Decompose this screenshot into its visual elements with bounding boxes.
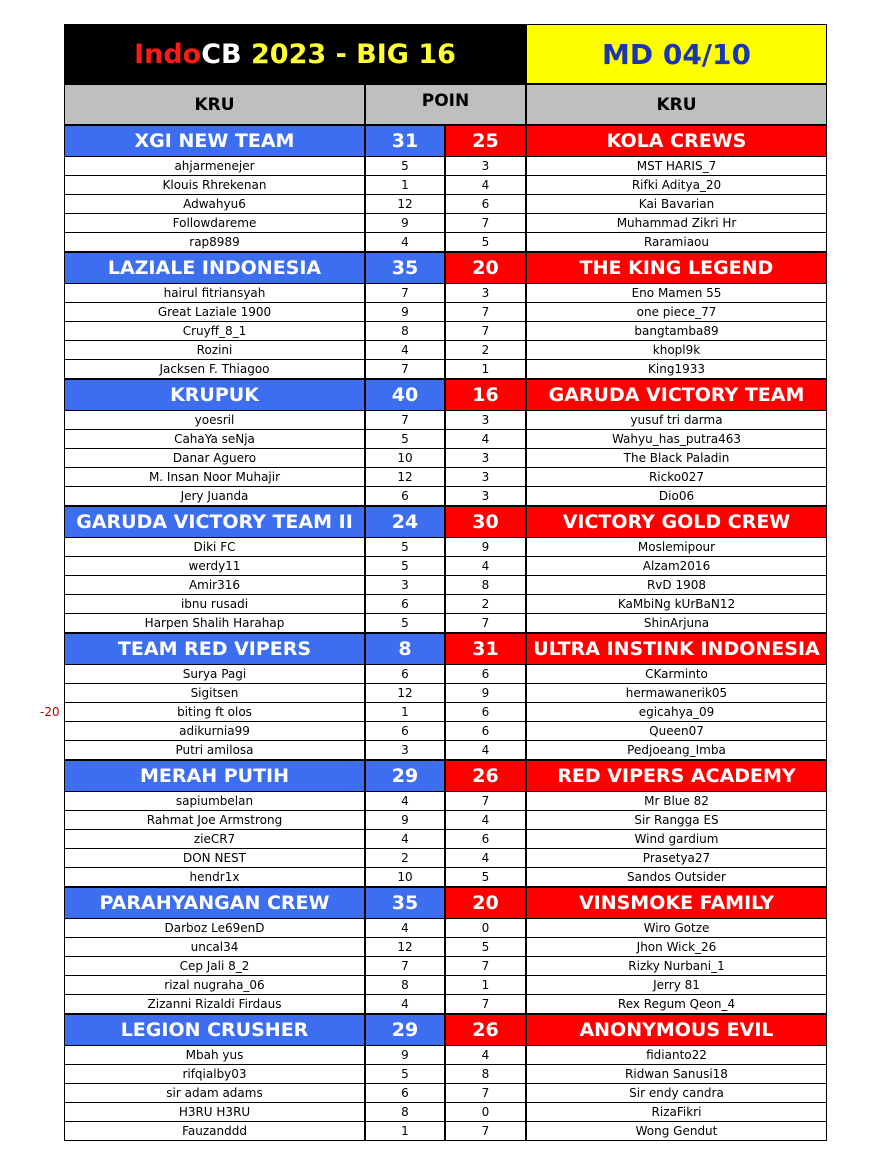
home-player-name: adikurnia99 (64, 722, 365, 741)
home-player-points: 10 (365, 449, 445, 468)
home-team-name: PARAHYANGAN CREW (64, 887, 365, 919)
away-player-points: 7 (445, 303, 526, 322)
home-team-score: 35 (365, 887, 445, 919)
standings-sheet (64, 24, 827, 1141)
home-player-name: hairul fitriansyah (64, 284, 365, 303)
player-row (64, 957, 827, 976)
home-player-points: 5 (365, 1065, 445, 1084)
player-row (64, 830, 827, 849)
away-team-name: RED VIPERS ACADEMY (526, 760, 827, 792)
home-player-name: Jery Juanda (64, 487, 365, 506)
matches-list (64, 125, 827, 1141)
home-player-name: Cruyff_8_1 (64, 322, 365, 341)
away-team-name: VICTORY GOLD CREW (526, 506, 827, 538)
home-player-points: 4 (365, 341, 445, 360)
away-player-points: 6 (445, 830, 526, 849)
match-header (64, 760, 827, 792)
away-player-points: 7 (445, 214, 526, 233)
home-team-name: GARUDA VICTORY TEAM II (64, 506, 365, 538)
away-player-points: 4 (445, 557, 526, 576)
away-team-score: 31 (445, 633, 526, 665)
player-row (64, 360, 827, 379)
player-row (64, 557, 827, 576)
player-row (64, 722, 827, 741)
away-player-points: 3 (445, 284, 526, 303)
player-row (64, 576, 827, 595)
away-player-points: 5 (445, 938, 526, 957)
away-player-name: Ricko027 (526, 468, 827, 487)
match-header (64, 887, 827, 919)
home-player-points: 6 (365, 595, 445, 614)
away-player-points: 4 (445, 741, 526, 760)
player-row (64, 1122, 827, 1141)
away-player-name: CKarminto (526, 665, 827, 684)
home-player-points: 10 (365, 868, 445, 887)
away-player-name: RvD 1908 (526, 576, 827, 595)
away-player-name: Wahyu_has_putra463 (526, 430, 827, 449)
home-player-points: 8 (365, 1103, 445, 1122)
away-player-points: 0 (445, 1103, 526, 1122)
page-title (64, 24, 526, 84)
title-event: 2023 - BIG 16 (241, 38, 456, 70)
home-player-points: 4 (365, 830, 445, 849)
away-player-name: egicahya_09 (526, 703, 827, 722)
home-player-points: 8 (365, 976, 445, 995)
home-player-points: 5 (365, 538, 445, 557)
away-player-name: Sandos Outsider (526, 868, 827, 887)
away-player-name: Sir Rangga ES (526, 811, 827, 830)
home-player-points: 3 (365, 741, 445, 760)
match-header (64, 1014, 827, 1046)
home-player-points: 7 (365, 957, 445, 976)
player-row (64, 487, 827, 506)
match-header (64, 506, 827, 538)
player-row (64, 665, 827, 684)
matchday-label: MD 04/10 (526, 24, 827, 84)
match-header (64, 125, 827, 157)
player-row (64, 341, 827, 360)
away-player-points: 5 (445, 233, 526, 252)
player-row (64, 595, 827, 614)
player-row (64, 1084, 827, 1103)
away-team-name: GARUDA VICTORY TEAM (526, 379, 827, 411)
away-player-name: Alzam2016 (526, 557, 827, 576)
home-player-name: Diki FC (64, 538, 365, 557)
away-player-points: 9 (445, 538, 526, 557)
home-player-name: Putri amilosa (64, 741, 365, 760)
away-player-points: 3 (445, 449, 526, 468)
away-player-name: Rex Regum Qeon_4 (526, 995, 827, 1014)
away-team-name: ANONYMOUS EVIL (526, 1014, 827, 1046)
away-player-name: Sir endy candra (526, 1084, 827, 1103)
player-row (64, 195, 827, 214)
home-team-name: XGI NEW TEAM (64, 125, 365, 157)
home-player-name: zieCR7 (64, 830, 365, 849)
away-player-points: 7 (445, 614, 526, 633)
player-row (64, 995, 827, 1014)
away-team-score: 20 (445, 887, 526, 919)
player-row (64, 811, 827, 830)
away-player-name: Raramiaou (526, 233, 827, 252)
home-player-points: 5 (365, 430, 445, 449)
home-player-name: Adwahyu6 (64, 195, 365, 214)
player-row (64, 233, 827, 252)
away-player-points: 3 (445, 411, 526, 430)
player-row (64, 976, 827, 995)
away-team-score: 20 (445, 252, 526, 284)
player-row (64, 303, 827, 322)
home-player-points: 3 (365, 576, 445, 595)
home-player-name: ahjarmenejer (64, 157, 365, 176)
home-player-points: 6 (365, 722, 445, 741)
home-player-name: Surya Pagi (64, 665, 365, 684)
away-team-score: 30 (445, 506, 526, 538)
home-player-name: Followdareme (64, 214, 365, 233)
away-player-points: 8 (445, 1065, 526, 1084)
home-player-name: werdy11 (64, 557, 365, 576)
home-player-points: 9 (365, 303, 445, 322)
away-player-points: 3 (445, 468, 526, 487)
away-player-name: yusuf tri darma (526, 411, 827, 430)
player-row (64, 1046, 827, 1065)
column-header-points: POIN (365, 84, 526, 125)
home-player-name: M. Insan Noor Muhajir (64, 468, 365, 487)
away-player-name: fidianto22 (526, 1046, 827, 1065)
home-player-points: 7 (365, 360, 445, 379)
home-player-points: 9 (365, 214, 445, 233)
home-player-name: Rozini (64, 341, 365, 360)
away-player-points: 8 (445, 576, 526, 595)
player-row (64, 322, 827, 341)
away-team-name: THE KING LEGEND (526, 252, 827, 284)
home-team-name: TEAM RED VIPERS (64, 633, 365, 665)
away-player-name: Kai Bavarian (526, 195, 827, 214)
player-row (64, 703, 827, 722)
away-player-name: Queen07 (526, 722, 827, 741)
home-team-score: 35 (365, 252, 445, 284)
home-player-points: 1 (365, 176, 445, 195)
away-player-points: 7 (445, 322, 526, 341)
away-player-name: ShinArjuna (526, 614, 827, 633)
home-player-points: 6 (365, 665, 445, 684)
home-team-name: LEGION CRUSHER (64, 1014, 365, 1046)
away-team-name: KOLA CREWS (526, 125, 827, 157)
away-team-name: ULTRA INSTINK INDONESIA (526, 633, 827, 665)
away-team-score: 16 (445, 379, 526, 411)
side-note: -20 (40, 705, 60, 719)
player-row (64, 538, 827, 557)
away-player-name: King1933 (526, 360, 827, 379)
player-row (64, 284, 827, 303)
home-player-name: H3RU H3RU (64, 1103, 365, 1122)
away-player-points: 7 (445, 957, 526, 976)
home-player-points: 4 (365, 919, 445, 938)
home-player-points: 12 (365, 938, 445, 957)
away-player-points: 0 (445, 919, 526, 938)
player-row (64, 1103, 827, 1122)
player-row (64, 792, 827, 811)
away-player-points: 2 (445, 341, 526, 360)
home-player-name: sir adam adams (64, 1084, 365, 1103)
home-player-name: ibnu rusadi (64, 595, 365, 614)
match-header (64, 633, 827, 665)
away-player-name: Jerry 81 (526, 976, 827, 995)
away-player-name: Dio06 (526, 487, 827, 506)
home-player-points: 6 (365, 1084, 445, 1103)
home-player-points: 4 (365, 792, 445, 811)
away-player-name: Rifki Aditya_20 (526, 176, 827, 195)
away-player-points: 2 (445, 595, 526, 614)
home-player-name: Cep Jali 8_2 (64, 957, 365, 976)
home-team-score: 31 (365, 125, 445, 157)
away-player-points: 1 (445, 976, 526, 995)
away-player-name: Rizky Nurbani_1 (526, 957, 827, 976)
home-player-points: 4 (365, 995, 445, 1014)
home-team-name: MERAH PUTIH (64, 760, 365, 792)
home-player-name: Darboz Le69enD (64, 919, 365, 938)
away-player-points: 4 (445, 811, 526, 830)
away-player-name: one piece_77 (526, 303, 827, 322)
away-player-points: 4 (445, 176, 526, 195)
home-player-points: 5 (365, 157, 445, 176)
home-player-points: 6 (365, 487, 445, 506)
home-player-name: Rahmat Joe Armstrong (64, 811, 365, 830)
away-player-points: 7 (445, 792, 526, 811)
away-player-points: 6 (445, 703, 526, 722)
player-row (64, 468, 827, 487)
match-header (64, 379, 827, 411)
player-row (64, 157, 827, 176)
home-team-score: 24 (365, 506, 445, 538)
home-player-name: biting ft olos (64, 703, 365, 722)
home-player-points: 5 (365, 557, 445, 576)
home-player-name: Danar Aguero (64, 449, 365, 468)
away-player-name: hermawanerik05 (526, 684, 827, 703)
column-header-row (64, 84, 827, 125)
player-row (64, 1065, 827, 1084)
away-player-points: 6 (445, 722, 526, 741)
away-player-name: khopl9k (526, 341, 827, 360)
column-header-right: KRU (526, 84, 827, 125)
away-player-points: 6 (445, 665, 526, 684)
home-player-name: Harpen Shalih Harahap (64, 614, 365, 633)
away-player-name: Mr Blue 82 (526, 792, 827, 811)
away-player-points: 4 (445, 430, 526, 449)
column-header-left: KRU (64, 84, 365, 125)
home-player-name: rizal nugraha_06 (64, 976, 365, 995)
home-player-points: 5 (365, 614, 445, 633)
away-team-name: VINSMOKE FAMILY (526, 887, 827, 919)
away-player-points: 4 (445, 849, 526, 868)
away-team-score: 26 (445, 1014, 526, 1046)
away-player-name: The Black Paladin (526, 449, 827, 468)
home-player-name: Great Laziale 1900 (64, 303, 365, 322)
title-cb: CB (201, 38, 242, 70)
title-indo: Indo (134, 38, 202, 70)
away-player-points: 3 (445, 487, 526, 506)
away-player-name: KaMbiNg kUrBaN12 (526, 595, 827, 614)
home-player-points: 8 (365, 322, 445, 341)
player-row (64, 919, 827, 938)
player-row (64, 430, 827, 449)
home-player-name: DON NEST (64, 849, 365, 868)
home-player-points: 12 (365, 468, 445, 487)
player-row (64, 868, 827, 887)
away-player-name: Wiro Gotze (526, 919, 827, 938)
home-player-name: Fauzanddd (64, 1122, 365, 1141)
player-row (64, 849, 827, 868)
home-team-name: LAZIALE INDONESIA (64, 252, 365, 284)
home-player-points: 2 (365, 849, 445, 868)
player-row (64, 176, 827, 195)
home-player-name: Mbah yus (64, 1046, 365, 1065)
away-player-name: Ridwan Sanusi18 (526, 1065, 827, 1084)
away-player-points: 7 (445, 995, 526, 1014)
away-player-name: Wong Gendut (526, 1122, 827, 1141)
home-team-name: KRUPUK (64, 379, 365, 411)
home-player-points: 4 (365, 233, 445, 252)
home-team-score: 29 (365, 760, 445, 792)
home-player-name: Sigitsen (64, 684, 365, 703)
away-player-points: 9 (445, 684, 526, 703)
home-player-name: yoesril (64, 411, 365, 430)
home-player-name: rifqialby03 (64, 1065, 365, 1084)
home-player-points: 12 (365, 195, 445, 214)
home-player-name: uncal34 (64, 938, 365, 957)
away-player-name: Pedjoeang_Imba (526, 741, 827, 760)
away-player-points: 5 (445, 868, 526, 887)
away-player-points: 4 (445, 1046, 526, 1065)
away-player-points: 7 (445, 1122, 526, 1141)
home-player-name: rap8989 (64, 233, 365, 252)
away-player-points: 6 (445, 195, 526, 214)
away-player-points: 1 (445, 360, 526, 379)
match-header (64, 252, 827, 284)
away-player-name: RizaFikri (526, 1103, 827, 1122)
home-player-name: sapiumbelan (64, 792, 365, 811)
home-team-score: 40 (365, 379, 445, 411)
player-row (64, 614, 827, 633)
player-row (64, 214, 827, 233)
home-team-score: 8 (365, 633, 445, 665)
home-player-points: 1 (365, 1122, 445, 1141)
home-player-points: 7 (365, 411, 445, 430)
home-player-points: 7 (365, 284, 445, 303)
header-bar (64, 24, 827, 84)
away-player-name: Jhon Wick_26 (526, 938, 827, 957)
home-player-points: 12 (365, 684, 445, 703)
away-team-score: 26 (445, 760, 526, 792)
home-player-name: CahaYa seNja (64, 430, 365, 449)
player-row (64, 684, 827, 703)
away-player-points: 7 (445, 1084, 526, 1103)
player-row (64, 411, 827, 430)
away-player-name: Wind gardium (526, 830, 827, 849)
away-player-name: Muhammad Zikri Hr (526, 214, 827, 233)
home-player-name: Klouis Rhrekenan (64, 176, 365, 195)
away-player-name: MST HARIS_7 (526, 157, 827, 176)
player-row (64, 741, 827, 760)
player-row (64, 449, 827, 468)
home-player-points: 9 (365, 811, 445, 830)
home-player-points: 1 (365, 703, 445, 722)
away-player-name: Eno Mamen 55 (526, 284, 827, 303)
away-player-name: Moslemipour (526, 538, 827, 557)
away-player-points: 3 (445, 157, 526, 176)
home-player-name: hendr1x (64, 868, 365, 887)
away-player-name: Prasetya27 (526, 849, 827, 868)
home-player-name: Jacksen F. Thiagoo (64, 360, 365, 379)
player-row (64, 938, 827, 957)
home-player-points: 9 (365, 1046, 445, 1065)
home-player-name: Amir316 (64, 576, 365, 595)
home-team-score: 29 (365, 1014, 445, 1046)
away-player-name: bangtamba89 (526, 322, 827, 341)
away-team-score: 25 (445, 125, 526, 157)
home-player-name: Zizanni Rizaldi Firdaus (64, 995, 365, 1014)
